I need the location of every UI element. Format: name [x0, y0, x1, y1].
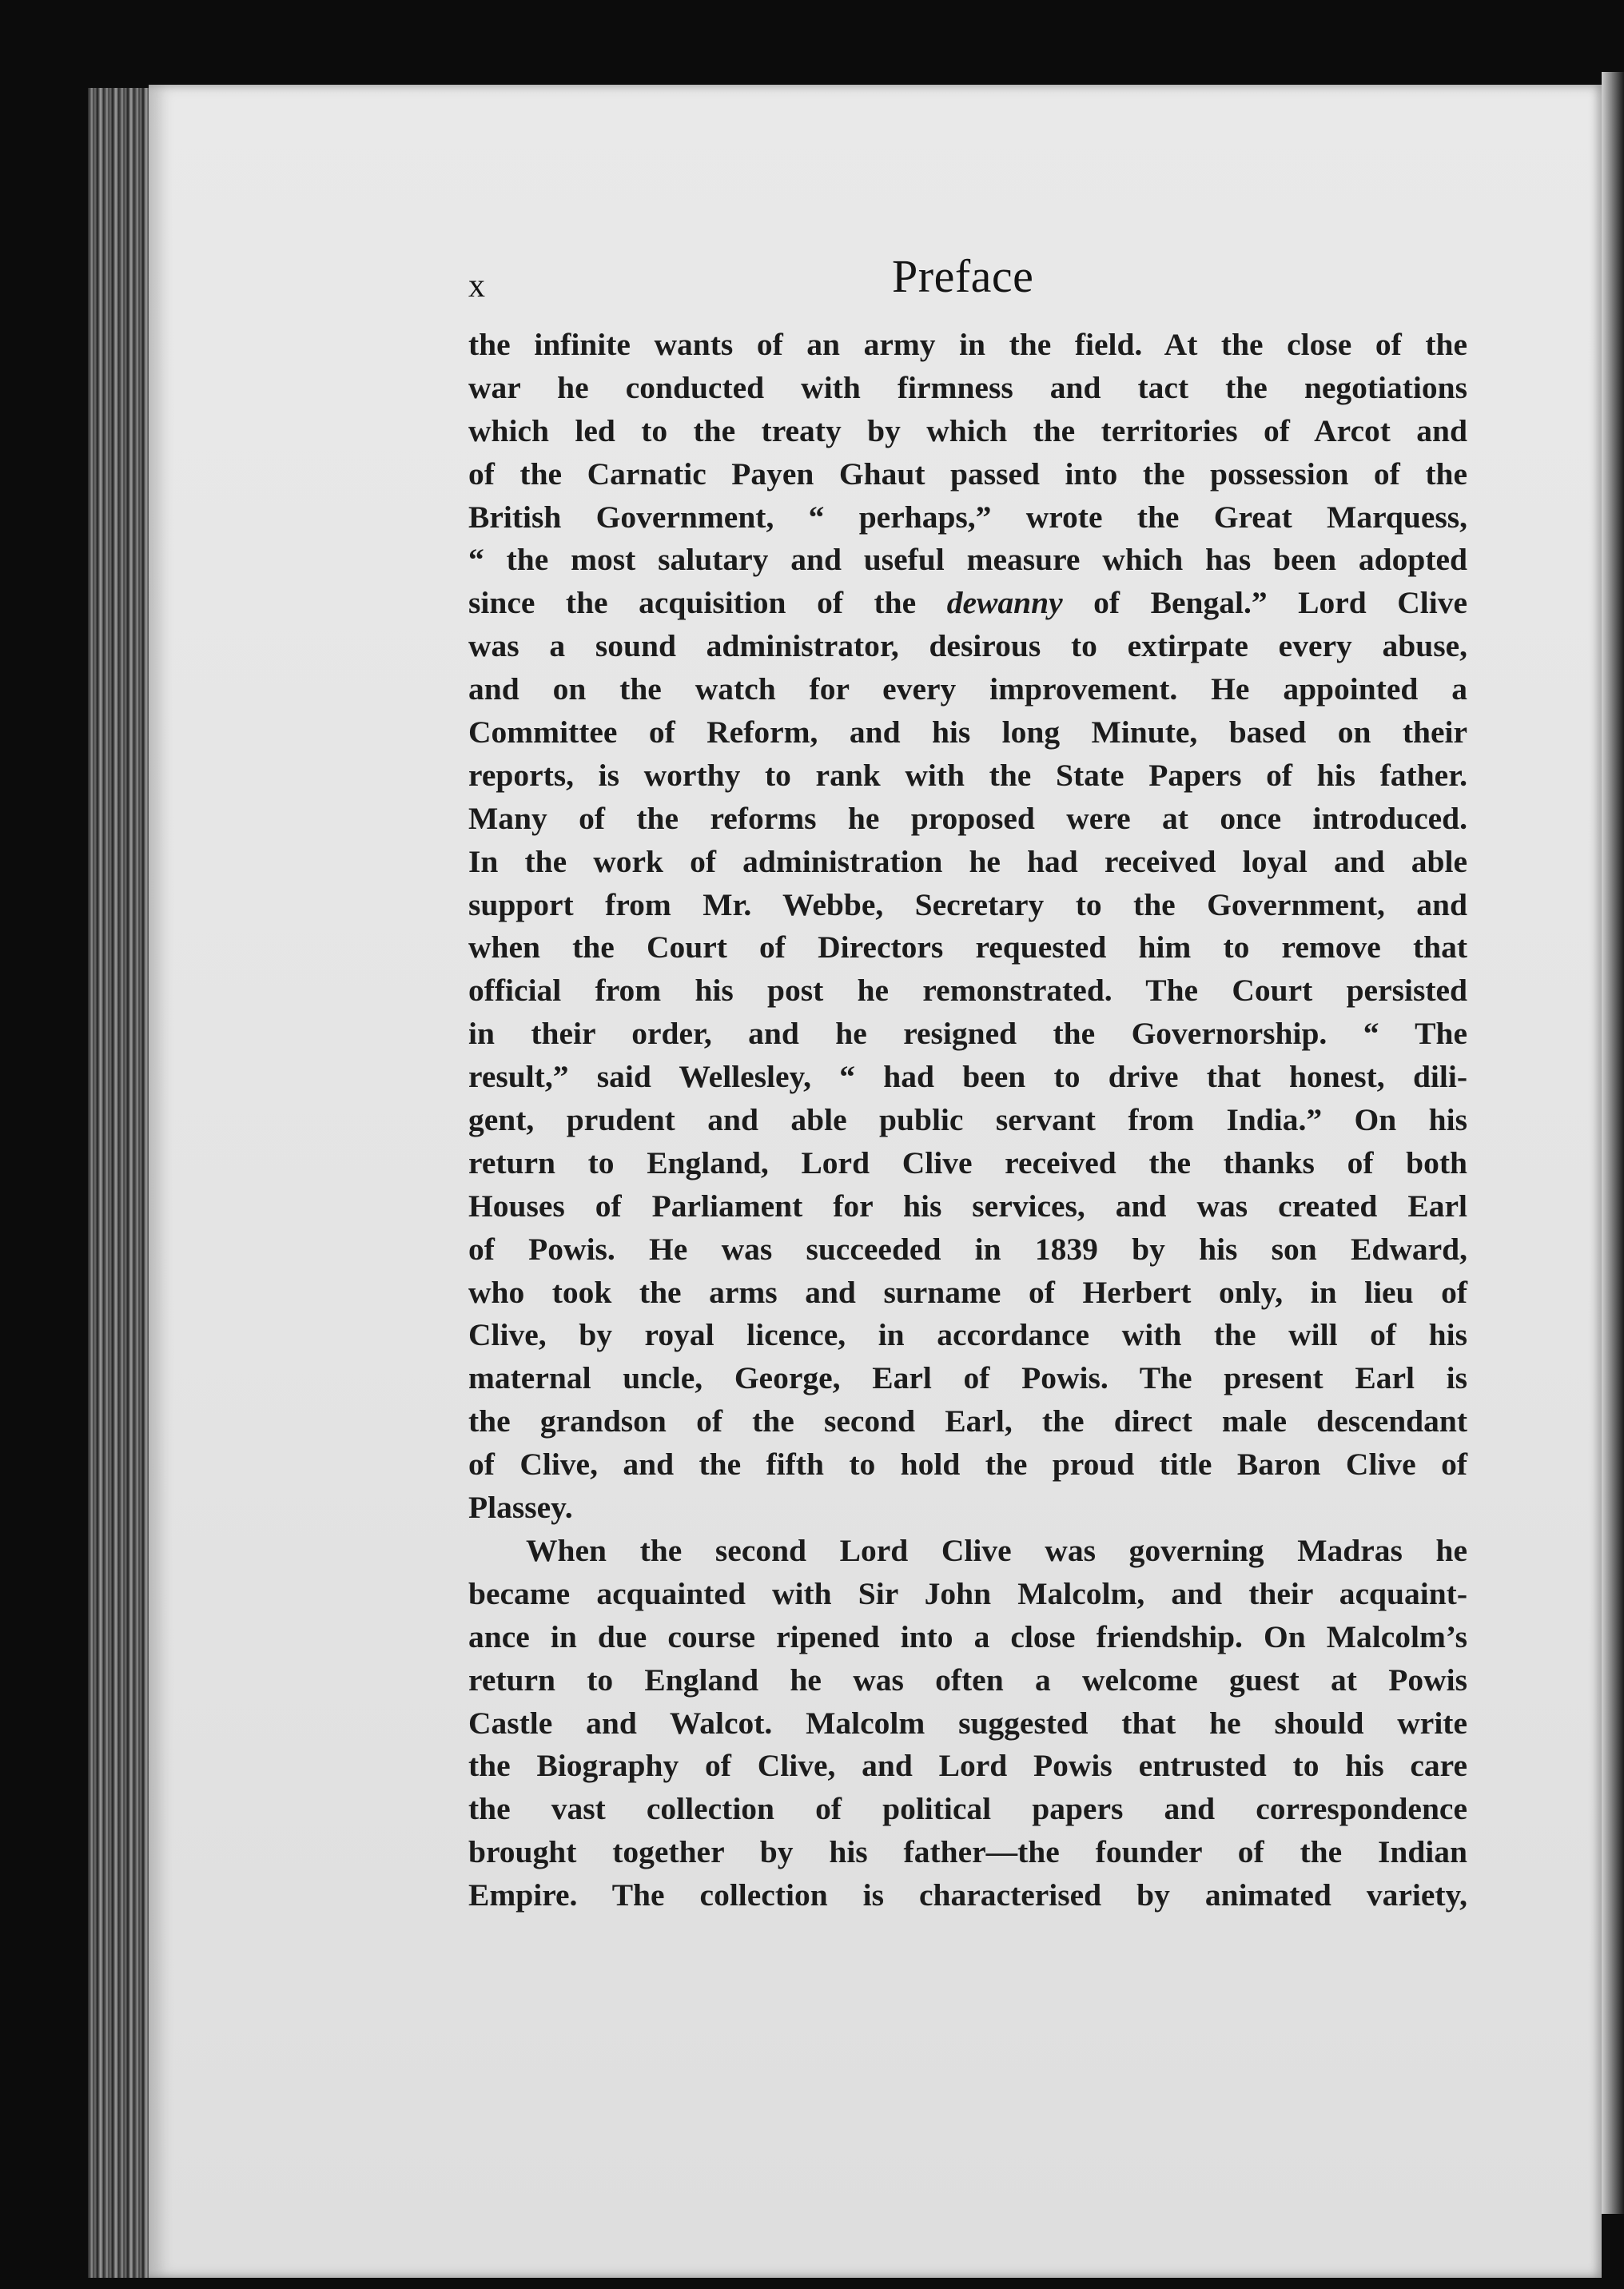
italic-term: dewanny — [946, 585, 1063, 621]
text-line: in their order, and he resigned the Governorship. “ The — [468, 1016, 1467, 1052]
text-line: maternal uncle, George, Earl of Powis. The present Earl is — [468, 1360, 1467, 1396]
text-line: In the work of administration he had received loyal and able — [468, 843, 1467, 879]
text-line — [468, 582, 1467, 625]
text-line: gent, prudent and able public servant from India.” On his — [468, 1102, 1467, 1138]
text-line: return to England he was often a welcome guest at Powis — [468, 1662, 1467, 1698]
text-line: which led to the treaty by which the territories of Arcot and — [468, 412, 1467, 448]
text-line: of Powis. He was succeeded in 1839 by his son Edward, — [468, 1231, 1467, 1267]
paragraph-start-line: When the second Lord Clive was governing Madras he — [526, 1532, 1467, 1568]
page-title: Preface — [892, 250, 1034, 302]
text-fragment: since the acquisition of the — [468, 585, 917, 621]
text-line: reports, is worthy to rank with the State Papers of his father. — [468, 757, 1467, 793]
text-line: result,” said Wellesley, “ had been to drive that honest, dili- — [468, 1059, 1467, 1095]
text-line: of Clive, and the fifth to hold the proud title Baron Clive of — [468, 1447, 1467, 1483]
text-line: Clive, by royal licence, in accordance with the will of his — [468, 1317, 1467, 1353]
text-line: Many of the reforms he proposed were at once introduced. — [468, 800, 1467, 836]
text-line: ance in due course ripened into a close friendship. On Malcolm’s — [468, 1618, 1467, 1654]
text-line: who took the arms and surname of Herbert only, in lieu of — [468, 1274, 1467, 1310]
text-line: and on the watch for every improvement. He appointed a — [468, 671, 1467, 707]
text-line: became acquainted with Sir John Malcolm, and their acquaint- — [468, 1575, 1467, 1611]
text-line: support from Mr. Webbe, Secretary to the Government, and — [468, 886, 1467, 922]
text-line: return to England, Lord Clive received the thanks of both — [468, 1144, 1467, 1180]
text-fragment: of Bengal.” Lord Clive — [1093, 585, 1468, 621]
text-line: the Biography of Clive, and Lord Powis entrusted to his care — [468, 1748, 1467, 1784]
text-line: brought together by his father—the founder of the Indian — [468, 1834, 1467, 1870]
text-line: Committee of Reform, and his long Minute, based on their — [468, 715, 1467, 750]
page-number: x — [468, 268, 485, 305]
text-line: the infinite wants of an army in the field. At the close of the — [468, 327, 1467, 362]
text-line: of the Carnatic Payen Ghaut passed into the possession of the — [468, 456, 1467, 492]
paragraph-end-line: Plassey. — [468, 1490, 573, 1526]
text-line: the grandson of the second Earl, the direct male descendant — [468, 1403, 1467, 1439]
text-line: war he conducted with firmness and tact the negotiations — [468, 369, 1467, 405]
text-line: was a sound administrator, desirous to extirpate every abuse, — [468, 628, 1467, 664]
body-text — [468, 324, 1467, 1917]
text-line: the vast collection of political papers and correspondence — [468, 1791, 1467, 1827]
text-line: when the Court of Directors requested him to remove that — [468, 930, 1467, 965]
page-right-edge — [1602, 72, 1624, 2214]
text-line: British Government, “ perhaps,” wrote the Great Marquess, — [468, 499, 1467, 535]
running-head — [468, 249, 1467, 313]
text-line: Castle and Walcot. Malcolm suggested that he should write — [468, 1705, 1467, 1741]
book-spine-edge — [88, 88, 152, 2278]
text-line: Houses of Parliament for his services, and was created Earl — [468, 1188, 1467, 1224]
text-line: Empire. The collection is characterised by animated variety, — [468, 1877, 1467, 1913]
text-line: official from his post he remonstrated. The Court persisted — [468, 973, 1467, 1009]
text-line: “ the most salutary and useful measure which has been adopted — [468, 542, 1467, 578]
